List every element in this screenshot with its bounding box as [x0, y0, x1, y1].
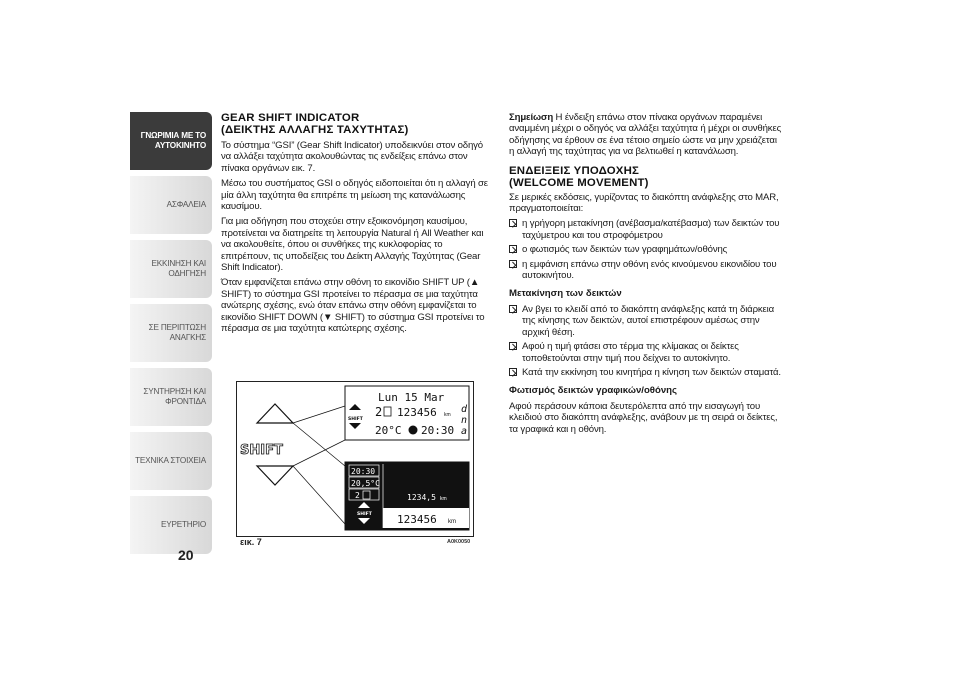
figure-code: A0K0050	[447, 539, 471, 545]
checkbox-icon	[509, 342, 517, 350]
mode-letter: n	[461, 415, 468, 426]
tab-label: ΣΥΝΤΗΡΗΣΗ ΚΑΙ ΦΡΟΝΤΙΔΑ	[143, 387, 206, 406]
lcd-unit: km	[440, 496, 447, 502]
section-heading	[221, 112, 491, 136]
tab-safety[interactable]	[130, 176, 212, 234]
mode-letter: d	[461, 404, 468, 415]
tab-label: ΣΕ ΠΕΡΙΠΤΩΣΗ ΑΝΑΓΚΗΣ	[148, 323, 206, 342]
shift-down-arrow-icon	[257, 466, 293, 485]
list-item	[509, 367, 783, 378]
list-item-text: Αφού η τιμή φτάσει στο τέρμα της κλίμακας οι δείκτες τοποθετούνται στην τιμή που δείχνει το αυτοκίνητο.	[522, 341, 739, 364]
callout-line	[293, 406, 345, 423]
heading-line: (WELCOME MOVEMENT)	[509, 176, 649, 189]
tab-maintenance[interactable]	[130, 368, 212, 426]
lcd-gear: 2	[375, 405, 383, 419]
lcd-date: Lun 15 Mar	[378, 391, 445, 404]
icon-shift-label: SHIFT	[357, 512, 372, 517]
callout-line	[293, 423, 345, 466]
tab-label: ΑΣΦΑΛΕΙΑ	[166, 200, 206, 209]
list-item-text: η γρήγορη μετακίνηση (ανέβασμα/κατέβασμα) των δεικτών του ταχύμετρου και του στροφόμετρου	[522, 218, 780, 241]
icon-shift-label: SHIFT	[348, 417, 363, 422]
figure-gear-shift-display	[236, 381, 474, 537]
text-run: Όταν εμφανίζεται επάνω στην οθόνη το εικονίδιο SHIFT UP (	[221, 277, 470, 289]
text-run: Η ένδειξη επάνω στον πίνακα οργάνων παραμένει αναμμένη μέχρι ο οδηγός να αλλάξει ταχύτητα ή μέχρι οι συνθήκες οδήγησης να έρθουν σε ένα τέτοιο σημείο ώστε να μην χρειάζεται η αλλαγή της ταχύτητας για να βελτιωθεί η κατανάλωση.	[509, 112, 782, 158]
shift-up-arrow-icon	[257, 404, 293, 423]
triangle-up-icon: ▲	[469, 277, 480, 289]
mode-letter: a	[461, 426, 468, 437]
note-paragraph	[509, 112, 783, 158]
bullet-list	[509, 304, 783, 378]
list-item-text: ο φωτισμός των δεικτών των γραφημάτων/οθόνης	[522, 244, 728, 256]
list-item	[509, 244, 783, 255]
checkbox-icon	[509, 260, 517, 268]
checkbox-icon	[509, 245, 517, 253]
checkbox-icon	[509, 368, 517, 376]
lcd-clock: 20:30	[351, 467, 376, 476]
note-label: Σημείωση	[509, 112, 554, 123]
heading-line: ΕΝΔΕΙΞΕΙΣ ΥΠΟΔΟΧΗΣ	[509, 164, 640, 177]
callout-line	[293, 466, 345, 524]
lcd-temperature: 20°C	[375, 424, 402, 437]
heading-line: GEAR SHIFT INDICATOR	[221, 112, 360, 124]
bullet-list	[509, 218, 783, 281]
tab-label: ΓΝΩΡΙΜΙΑ ΜΕ ΤΟ ΑΥΤΟΚΙΝΗΤΟ	[140, 131, 206, 150]
column-left	[221, 112, 491, 339]
figure-illustration	[237, 382, 473, 536]
figure-caption: εικ. 7	[240, 537, 262, 547]
paragraph: Το σύστημα “GSI” (Gear Shift Indicator) υποδεικνύει στον οδηγό να αλλάξει ταχύτητα ακολουθώντας τις ενδείξεις επάνω στον πίνακα οργάνων εικ. 7.	[221, 140, 483, 174]
list-item	[509, 218, 783, 241]
paragraph: Για μια οδήγηση που στοχεύει στην εξοικονόμηση καυσίμου, προτείνεται να διατηρείτε τη λειτουργία Natural ή All Weather και να ακολουθείτε, όπου οι συνθήκες της κυκλοφορίας το επιτρέπουν, τις υποδείξεις του Δείκτη Αλλαγής Ταχύτητας (Gear Shift Indicator).	[221, 216, 484, 274]
subheading: Μετακίνηση των δεικτών	[509, 288, 622, 300]
lcd-odometer: 123456	[397, 406, 437, 419]
tab-getting-to-know-the-car[interactable]	[130, 112, 212, 170]
tab-label: ΕΚΚΙΝΗΣΗ ΚΑΙ ΟΔΗΓΗΣΗ	[151, 259, 206, 278]
checkbox-icon	[509, 305, 517, 313]
checkbox-icon	[509, 219, 517, 227]
callout-line	[293, 440, 345, 466]
tab-emergency[interactable]	[130, 304, 212, 362]
triangle-down-icon: ▼	[322, 311, 333, 323]
list-item-text: Κατά την εκκίνηση του κινητήρα η κίνηση των δεικτών σταματά.	[522, 366, 781, 378]
list-item-text: η εμφάνιση επάνω στην οθόνη ενός κινούμενου εικονιδίου του αυτοκινήτου.	[522, 258, 777, 282]
paragraph: Σε μερικές εκδόσεις, γυρίζοντας το διακόπτη ανάφλεξης στο MAR, πραγματοποιείται:	[509, 191, 779, 215]
tab-label: ΤΕΧΝΙΚΑ ΣΤΟΙΧΕΙΑ	[135, 456, 206, 465]
lcd-odometer: 123456	[397, 513, 437, 526]
lcd-unit: km	[448, 519, 456, 525]
temperature-gauge-icon	[409, 426, 418, 435]
lcd-unit: km	[444, 412, 451, 418]
paragraph	[221, 277, 491, 334]
column-right	[509, 112, 783, 439]
tab-starting-and-driving[interactable]	[130, 240, 212, 298]
subheading: Φωτισμός δεικτών γραφικών/οθόνης	[509, 385, 678, 397]
list-item-text: Αν βγει το κλειδί από το διακόπτη ανάφλεξης κατά τη διάρκεια της κίνησης των δεικτών, αυτοί επιστρέφουν αμέσως στην αρχική θέση.	[522, 303, 775, 338]
tab-index[interactable]	[130, 496, 212, 554]
lcd-clock: 20:30	[421, 424, 455, 437]
lcd-trip: 1234,5	[407, 493, 436, 502]
lcd-temperature: 20,5°C	[351, 479, 380, 488]
list-item	[509, 259, 783, 282]
heading-line: (ΔΕΙΚΤΗΣ ΑΛΛΑΓΗΣ ΤΑΧΥΤΗΤΑΣ)	[221, 124, 409, 136]
lcd-gear: 2	[355, 491, 360, 500]
section-heading	[509, 165, 783, 189]
paragraph: Μέσω του συστήματος GSI ο οδηγός ειδοποιείται ότι η αλλαγή σε μία άλλη ταχύτητα θα επιτρέπε τη μείωση της κατανάλωσης καυσίμου.	[221, 178, 488, 213]
page-number: 20	[178, 547, 194, 563]
text-run: SHIFT) το σύστημα GSI προτείνει το πέρασμα σε μια ταχύτητα ανώτερης σχέσης, ενώ όταν επάνω στην οθόνη εμφανίζεται το εικονίδιο SHIFT DOWN (	[221, 288, 478, 323]
list-item	[509, 341, 783, 364]
text-run: SHIFT) το σύστημα GSI προτείνει το πέρασμα σε μια ταχύτητα κατώτερης σχέσης.	[221, 311, 485, 335]
tab-technical-data[interactable]	[130, 432, 212, 490]
shift-label: SHIFT	[240, 443, 283, 458]
paragraph: Αφού περάσουν κάποια δευτερόλεπτα από την εισαγωγή του κλειδιού στο διακόπτη ανάφλεξης, ανάβουν με τη σειρά οι δείκτες, τα γραφικά και η οθόνη.	[509, 400, 778, 435]
list-item	[509, 304, 783, 338]
tab-label: ΕΥΡΕΤΗΡΙΟ	[160, 520, 206, 529]
